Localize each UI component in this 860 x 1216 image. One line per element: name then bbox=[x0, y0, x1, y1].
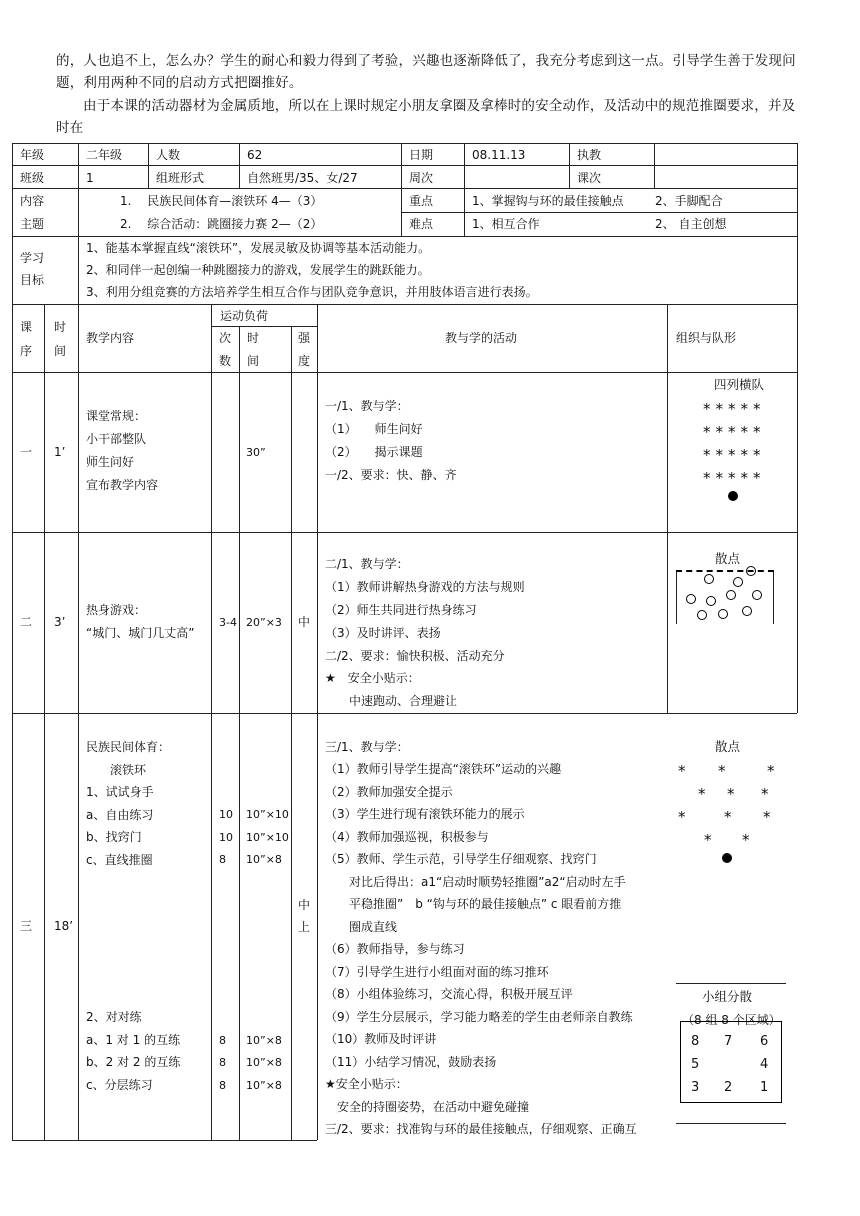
sec3-activity-line: （1）教师引导学生提高“滚铁环”运动的兴趣 bbox=[325, 762, 562, 776]
class-label: 班级 bbox=[20, 171, 45, 185]
group-zone: 4 bbox=[760, 1057, 769, 1072]
sec2-activity-line: 二/1、教与学： bbox=[325, 557, 409, 571]
sec3-activity-line: 三/1、教与学： bbox=[325, 740, 409, 754]
intro-paragraph-2: 由于本课的活动器材为金属质地，所以在上课时规定小朋友拿圈及拿棒时的安全动作，及活动中的规范推圈要求，并及时在 bbox=[56, 98, 796, 136]
student-circle bbox=[746, 566, 756, 576]
col-time-2: 间 bbox=[54, 344, 67, 358]
sec2-load-time: 20”×3 bbox=[246, 616, 282, 629]
sec3-time: 18’ bbox=[54, 919, 74, 933]
sec3-count: 10 bbox=[219, 831, 233, 844]
sec3-load-time: 10”×8 bbox=[246, 853, 282, 866]
sec3-load-time: 10”×10 bbox=[246, 831, 289, 844]
sec3-activity-line: （11）小结学习情况，鼓励表扬 bbox=[325, 1055, 497, 1069]
sec3-activity-line: （3）学生进行现有滚铁环能力的展示 bbox=[325, 807, 525, 821]
col-activity: 教与学的活动 bbox=[445, 331, 518, 345]
sec2-activity-line: 二/2、要求：愉快积极、活动充分 bbox=[325, 649, 505, 663]
col-seq-1: 课 bbox=[20, 320, 33, 334]
sec3-activity-line: （9）学生分层展示，学习能力略差的学生由老师亲自教练 bbox=[325, 1010, 633, 1024]
class-value: 1 bbox=[86, 171, 94, 185]
teacher-position-dot bbox=[728, 491, 738, 501]
sec1-activity-line: （1） 师生问好 bbox=[325, 422, 423, 436]
intro-paragraph-1: 的，人也追不上，怎么办？学生的耐心和毅力得到了考验，兴趣也逐渐降低了，我充分考虑到这一点。引导学生善于发现问题，利用两种不同的启动方式把圈推好。 bbox=[56, 53, 796, 91]
sec3-formation-title: 散点 bbox=[715, 739, 741, 754]
sec3-content-line: c、分层练习 bbox=[86, 1078, 153, 1092]
grade-value: 二年级 bbox=[86, 148, 123, 162]
col-load-time-2: 间 bbox=[247, 354, 260, 368]
sec3-content-line: b、找窍门 bbox=[86, 830, 142, 844]
group-zone: 7 bbox=[724, 1034, 733, 1049]
content-item-1: 1. 民族民间体育—滚铁环 4—（3） bbox=[120, 194, 323, 208]
sec3-load-time: 10”×8 bbox=[246, 1034, 282, 1047]
sec3-content-line: a、自由练习 bbox=[86, 808, 154, 822]
content-label-2: 主题 bbox=[20, 217, 45, 231]
key-point-label: 重点 bbox=[409, 194, 434, 208]
sec1-content-line: 师生问好 bbox=[86, 455, 135, 469]
goal-item: 1、能基本掌握直线“滚铁环”，发展灵敏及协调等基本活动能力。 bbox=[86, 241, 431, 255]
sec2-activity-line: （3）及时讲评、表扬 bbox=[325, 626, 441, 640]
sec1-seq: 一 bbox=[20, 445, 33, 459]
student-circle bbox=[718, 609, 728, 619]
group-zone: 1 bbox=[760, 1080, 769, 1095]
goals-label-2: 目标 bbox=[20, 273, 45, 287]
sec3-activity-line: 安全的持圈姿势，在活动中避免碰撞 bbox=[325, 1100, 530, 1114]
sec3-activity-line: （8）小组体验练习，交流心得，积极开展互评 bbox=[325, 987, 573, 1001]
col-content: 教学内容 bbox=[86, 331, 135, 345]
sec3-content-line: 滚铁环 bbox=[86, 763, 147, 777]
formation-row: ***** bbox=[703, 400, 766, 418]
form-value: 自然班男/35、女/27 bbox=[247, 171, 358, 185]
sec3-activity-line: （6）教师指导，参与练习 bbox=[325, 942, 465, 956]
sec2-activity-line: 中速跑动、合理避让 bbox=[325, 694, 458, 708]
student-circle bbox=[726, 590, 736, 600]
group-zone: 2 bbox=[724, 1080, 733, 1095]
week-label: 周次 bbox=[409, 171, 434, 185]
teacher-label: 执教 bbox=[577, 148, 602, 162]
difficulty-1: 1、相互合作 bbox=[472, 217, 540, 231]
group-zone: 8 bbox=[691, 1034, 700, 1049]
sec1-activity-line: （2） 揭示课题 bbox=[325, 445, 423, 459]
sec3-activity-line: （7）引导学生进行小组面对面的练习推环 bbox=[325, 965, 549, 979]
sec3-count: 8 bbox=[219, 853, 226, 866]
sec3-activity-line: 对比后得出：a1“启动时顺势轻推圈”a2“启动时左手 bbox=[325, 875, 626, 889]
group-subtitle: （8 组 8 个区域） bbox=[682, 1013, 781, 1027]
sec2-activity-line: （1）教师讲解热身游戏的方法与规则 bbox=[325, 580, 525, 594]
sec3-activity-line: （10）教师及时评讲 bbox=[325, 1032, 437, 1046]
sec3-activity-line: 圈成直线 bbox=[325, 920, 398, 934]
sec1-content-line: 宣布教学内容 bbox=[86, 478, 159, 492]
formation-row: ***** bbox=[703, 423, 766, 441]
student-circle bbox=[704, 574, 714, 584]
sec2-seq: 二 bbox=[20, 615, 33, 629]
difficulty-2: 2、 自主创想 bbox=[655, 217, 727, 231]
sec3-load-time: 10”×8 bbox=[246, 1056, 282, 1069]
sec2-activity-line: ★ 安全小贴示： bbox=[325, 671, 420, 685]
sec3-activity-line: 三/2、要求：找准钩与环的最佳接触点，仔细观察、正确互 bbox=[325, 1122, 637, 1136]
sec1-content-line: 课堂常规： bbox=[86, 409, 147, 423]
col-organization: 组织与队形 bbox=[676, 331, 737, 345]
group-title: 小组分散 bbox=[702, 989, 753, 1004]
content-label-1: 内容 bbox=[20, 194, 45, 208]
count-label: 人数 bbox=[156, 148, 181, 162]
group-zone: 6 bbox=[760, 1034, 769, 1049]
count-value: 62 bbox=[247, 148, 263, 162]
col-seq-2: 序 bbox=[20, 344, 33, 358]
sec3-activity-line: （5）教师、学生示范，引导学生仔细观察、找窍门 bbox=[325, 852, 597, 866]
sec3-count: 8 bbox=[219, 1056, 226, 1069]
difficulty-label: 难点 bbox=[409, 217, 434, 231]
sec3-intensity-1: 中 bbox=[298, 898, 311, 912]
student-circle bbox=[742, 606, 752, 616]
sec2-intensity: 中 bbox=[298, 615, 311, 629]
date-label: 日期 bbox=[409, 148, 434, 162]
lesson-label: 课次 bbox=[577, 171, 602, 185]
sec3-content-line: a、1 对 1 的互练 bbox=[86, 1033, 181, 1047]
col-load-time-1: 时 bbox=[247, 331, 260, 345]
teacher-position-dot bbox=[722, 853, 732, 863]
sec2-content-line: 热身游戏： bbox=[86, 603, 147, 617]
group-zone: 3 bbox=[691, 1080, 700, 1095]
sec2-count: 3-4 bbox=[219, 616, 237, 629]
sec3-content-line: 民族民间体育： bbox=[86, 740, 171, 754]
sec2-time: 3’ bbox=[54, 615, 66, 629]
student-circle bbox=[697, 610, 707, 620]
formation-row: ***** bbox=[703, 446, 766, 464]
col-time-1: 时 bbox=[54, 320, 67, 334]
col-load-count-1: 次 bbox=[219, 331, 232, 345]
col-load-intensity-1: 强 bbox=[298, 331, 311, 345]
sec3-load-time: 10”×8 bbox=[246, 1079, 282, 1092]
goal-item: 2、和同伴一起创编一种跳圈接力的游戏，发展学生的跳跃能力。 bbox=[86, 263, 430, 277]
group-zone: 5 bbox=[691, 1057, 700, 1072]
form-label: 组班形式 bbox=[156, 171, 205, 185]
content-item-2: 2. 综合活动：跳圈接力赛 2—（2） bbox=[120, 217, 323, 231]
key-point-1: 1、掌握钩与环的最佳接触点 bbox=[472, 194, 624, 208]
sec1-activity-line: 一/2、要求：快、静、齐 bbox=[325, 468, 457, 482]
sec1-formation-title: 四列横队 bbox=[714, 377, 765, 392]
sec1-time: 1’ bbox=[54, 445, 66, 459]
sec2-formation-title: 散点 bbox=[715, 551, 741, 566]
sec3-count: 10 bbox=[219, 808, 233, 821]
sec1-content-line: 小干部整队 bbox=[86, 432, 147, 446]
sec3-count: 8 bbox=[219, 1079, 226, 1092]
sec3-activity-line: ★安全小贴示： bbox=[325, 1077, 408, 1091]
sec3-seq: 三 bbox=[20, 919, 33, 933]
sec1-load-time: 30” bbox=[246, 446, 266, 459]
goals-label-1: 学习 bbox=[20, 251, 45, 265]
student-circle bbox=[733, 577, 743, 587]
sec2-content-line: “城门、城门几丈高” bbox=[86, 626, 195, 640]
sec3-content-line: 2、对对练 bbox=[86, 1010, 142, 1024]
date-value: 08.11.13 bbox=[472, 148, 526, 162]
sec3-load-time: 10”×10 bbox=[246, 808, 289, 821]
student-circle bbox=[706, 596, 716, 606]
sec3-content-line: b、2 对 2 的互练 bbox=[86, 1055, 181, 1069]
grade-label: 年级 bbox=[20, 148, 45, 162]
key-point-2: 2、手脚配合 bbox=[655, 194, 723, 208]
col-load: 运动负荷 bbox=[220, 309, 269, 323]
col-load-count-2: 数 bbox=[219, 354, 232, 368]
col-load-intensity-2: 度 bbox=[298, 354, 311, 368]
formation-row: ***** bbox=[703, 469, 766, 487]
sec2-activity-line: （2）师生共同进行热身练习 bbox=[325, 603, 477, 617]
student-circle bbox=[686, 594, 696, 604]
student-circle bbox=[752, 590, 762, 600]
sec3-content-line: 1、试试身手 bbox=[86, 785, 154, 799]
sec3-activity-line: 平稳推圈” b “钩与环的最佳接触点” c 眼看前方推 bbox=[325, 897, 622, 911]
sec3-intensity-2: 上 bbox=[298, 920, 311, 934]
sec3-activity-line: （4）教师加强巡视，积极参与 bbox=[325, 830, 489, 844]
goal-item: 3、利用分组竞赛的方法培养学生相互合作与团队竞争意识，并用肢体语言进行表扬。 bbox=[86, 285, 538, 299]
sec3-activity-line: （2）教师加强安全提示 bbox=[325, 785, 453, 799]
sec1-activity-line: 一/1、教与学： bbox=[325, 399, 409, 413]
sec3-count: 8 bbox=[219, 1034, 226, 1047]
sec3-content-line: c、直线推圈 bbox=[86, 853, 153, 867]
